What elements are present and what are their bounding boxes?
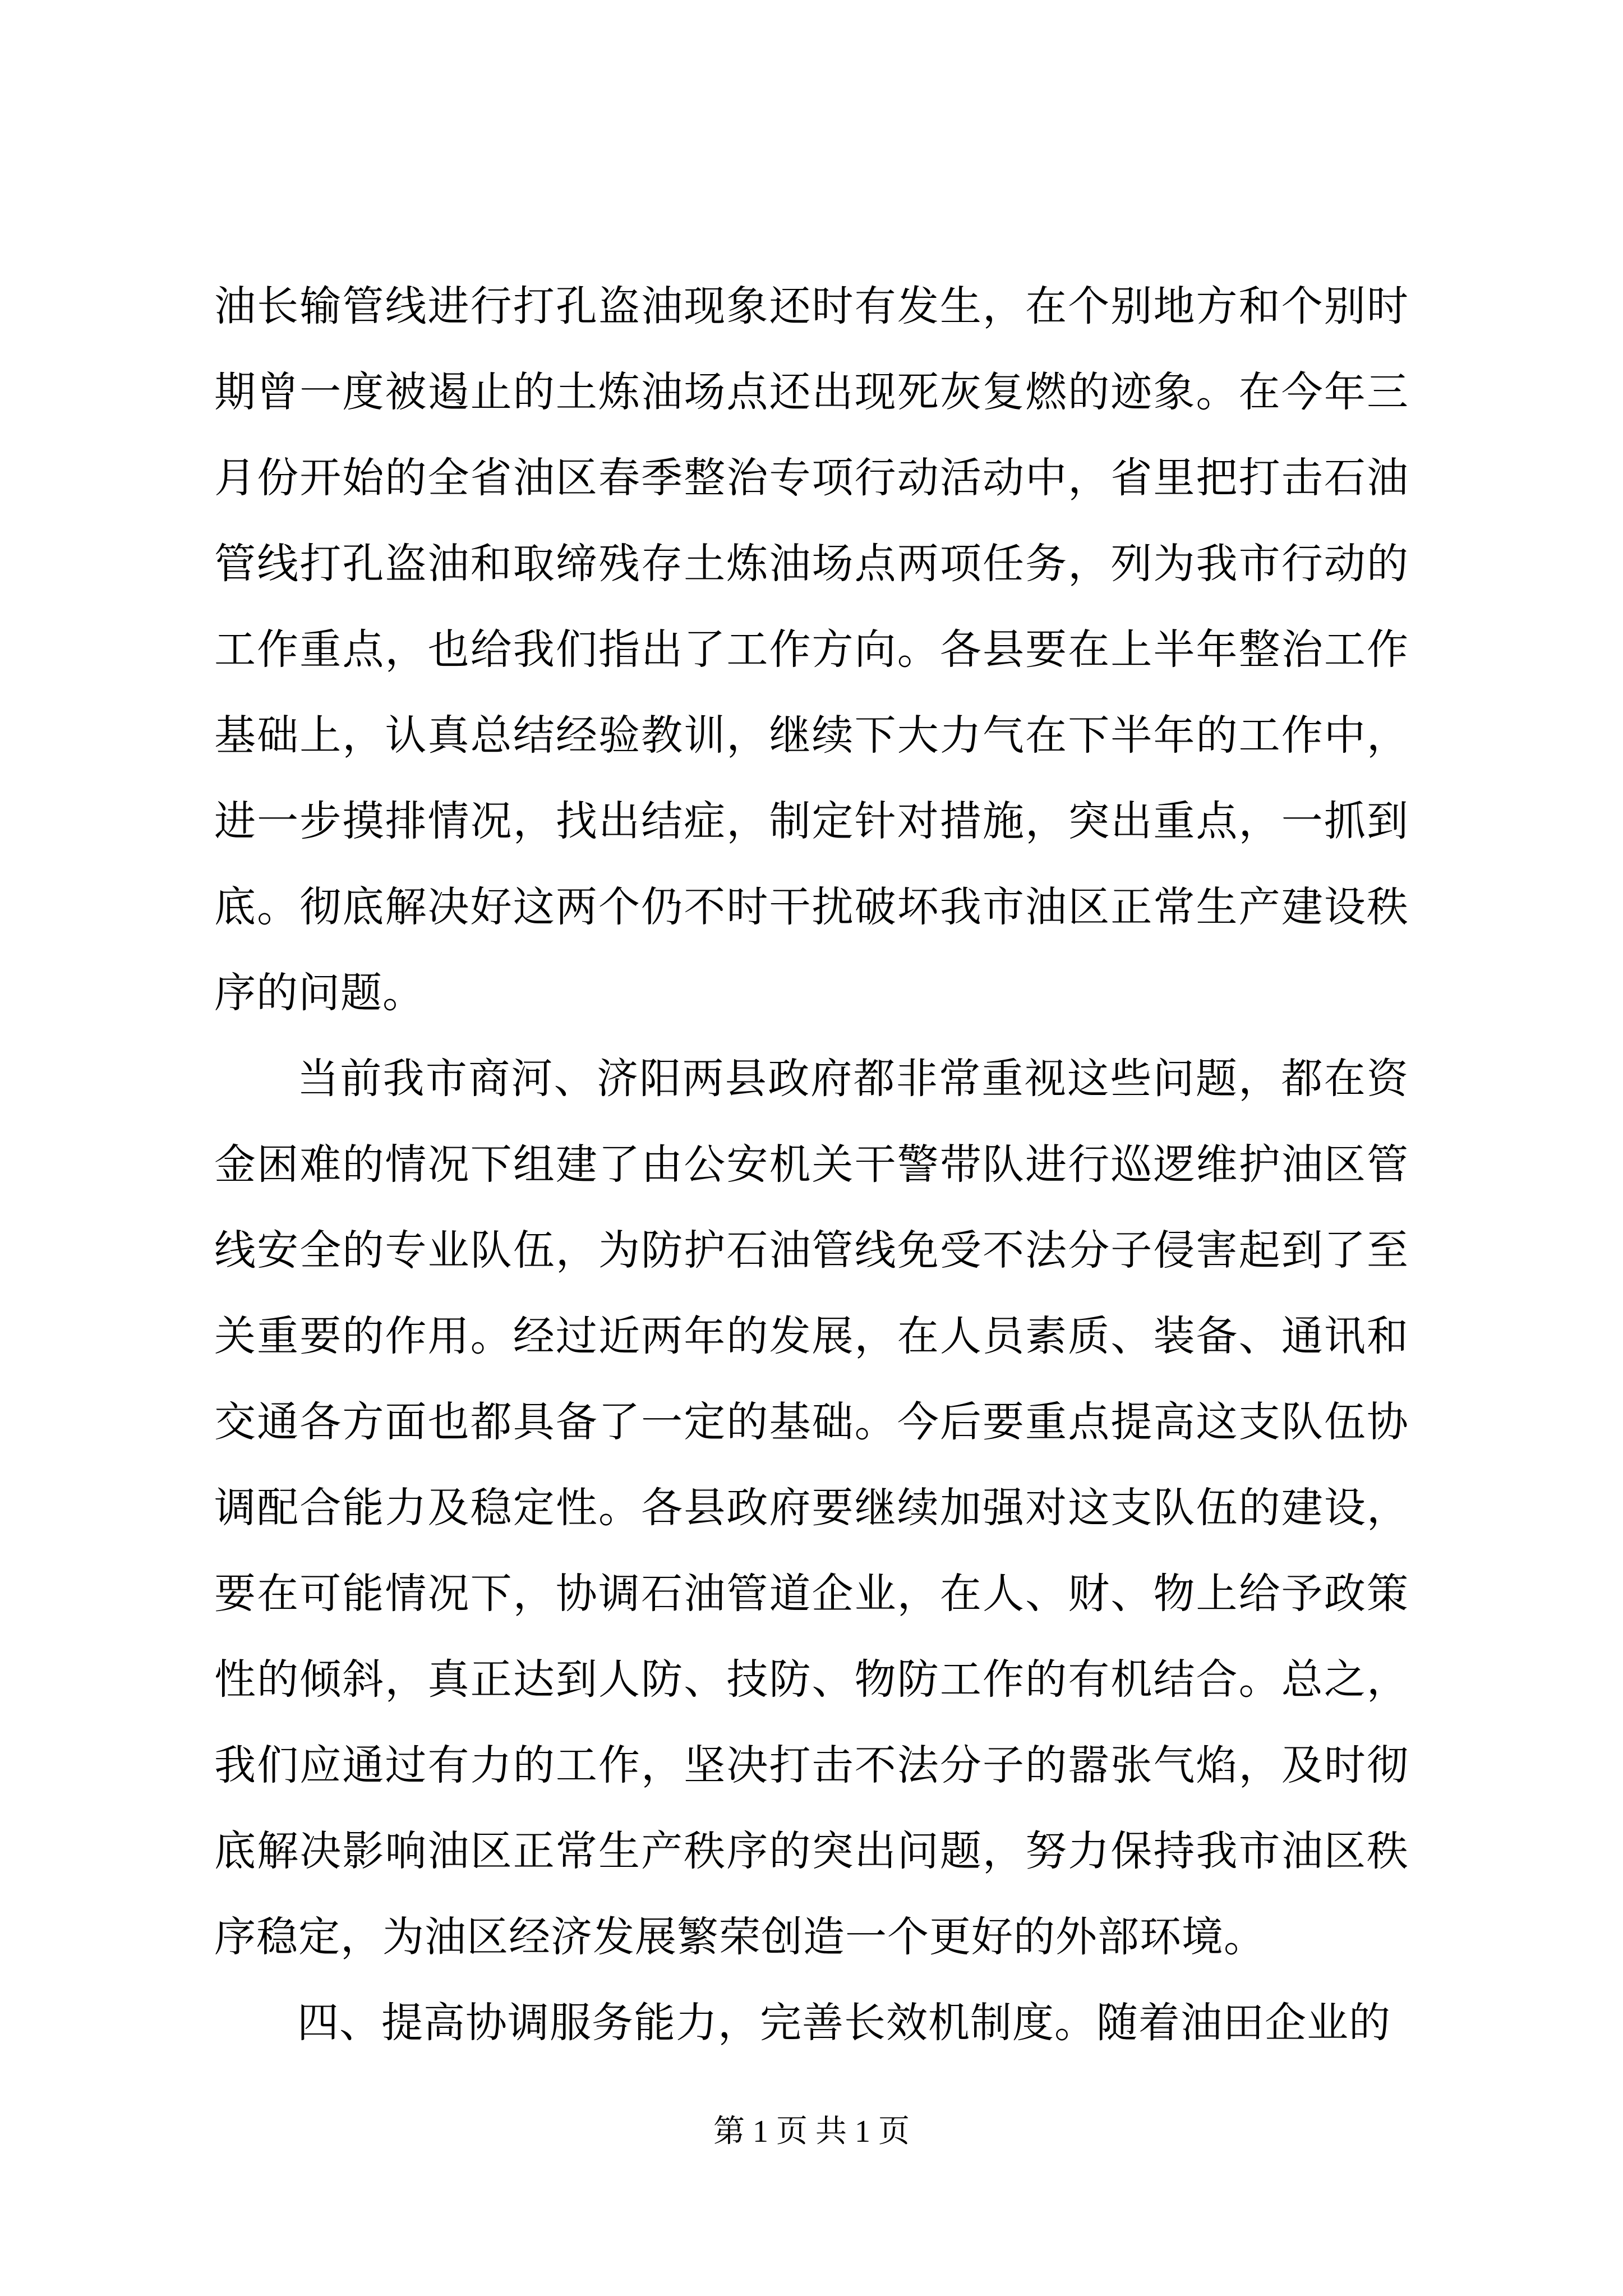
paragraph-patrol-team: 当前我市商河、济阳两县政府都非常重视这些问题，都在资金困难的情况下组建了由公安机关干警带队进行巡逻维护油区管线安全的专业队伍，为防护石油管线免受不法分子侵害起到了至关重要的作用。经过近两年的发展，在人员素质、装备、通讯和交通各方面也都具备了一定的基础。今后要重点提高这支队伍协调配合能力及稳定性。各县政府要继续加强对这支队伍的建设，要在可能情况下，协调石油管道企业，在人、财、物上给予政策性的倾斜，真正达到人防、技防、物防工作的有机结合。总之，我们应通过有力的工作，坚决打击不法分子的嚣张气焰，及时彻底解决影响油区正常生产秩序的突出问题，努力保持我市油区秩序稳定，为油区经济发展繁荣创造一个更好的外部环境。	[214, 1055, 1409, 1961]
document-body	[214, 264, 1409, 2066]
paragraph-continuation: 油长输管线进行打孔盗油现象还时有发生，在个别地方和个别时期曾一度被遏止的土炼油场点还出现死灰复燃的迹象。在今年三月份开始的全省油区春季整治专项行动活动中，省里把打击石油管线打孔盗油和取缔残存土炼油场点两项任务，列为我市行动的工作重点，也给我们指出了工作方向。各县要在上半年整治工作基础上，认真总结经验教训，继续下大力气在下半年的工作中，进一步摸排情况，找出结症，制定针对措施，突出重点，一抓到底。彻底解决好这两个仍不时干扰破坏我市油区正常生产建设秩序的问题。	[214, 282, 1409, 1017]
page-footer: 第 1 页 共 1 页	[713, 2114, 910, 2149]
paragraph-section-four: 四、提高协调服务能力，完善长效机制度。随着油田企业的	[297, 1999, 1391, 2047]
